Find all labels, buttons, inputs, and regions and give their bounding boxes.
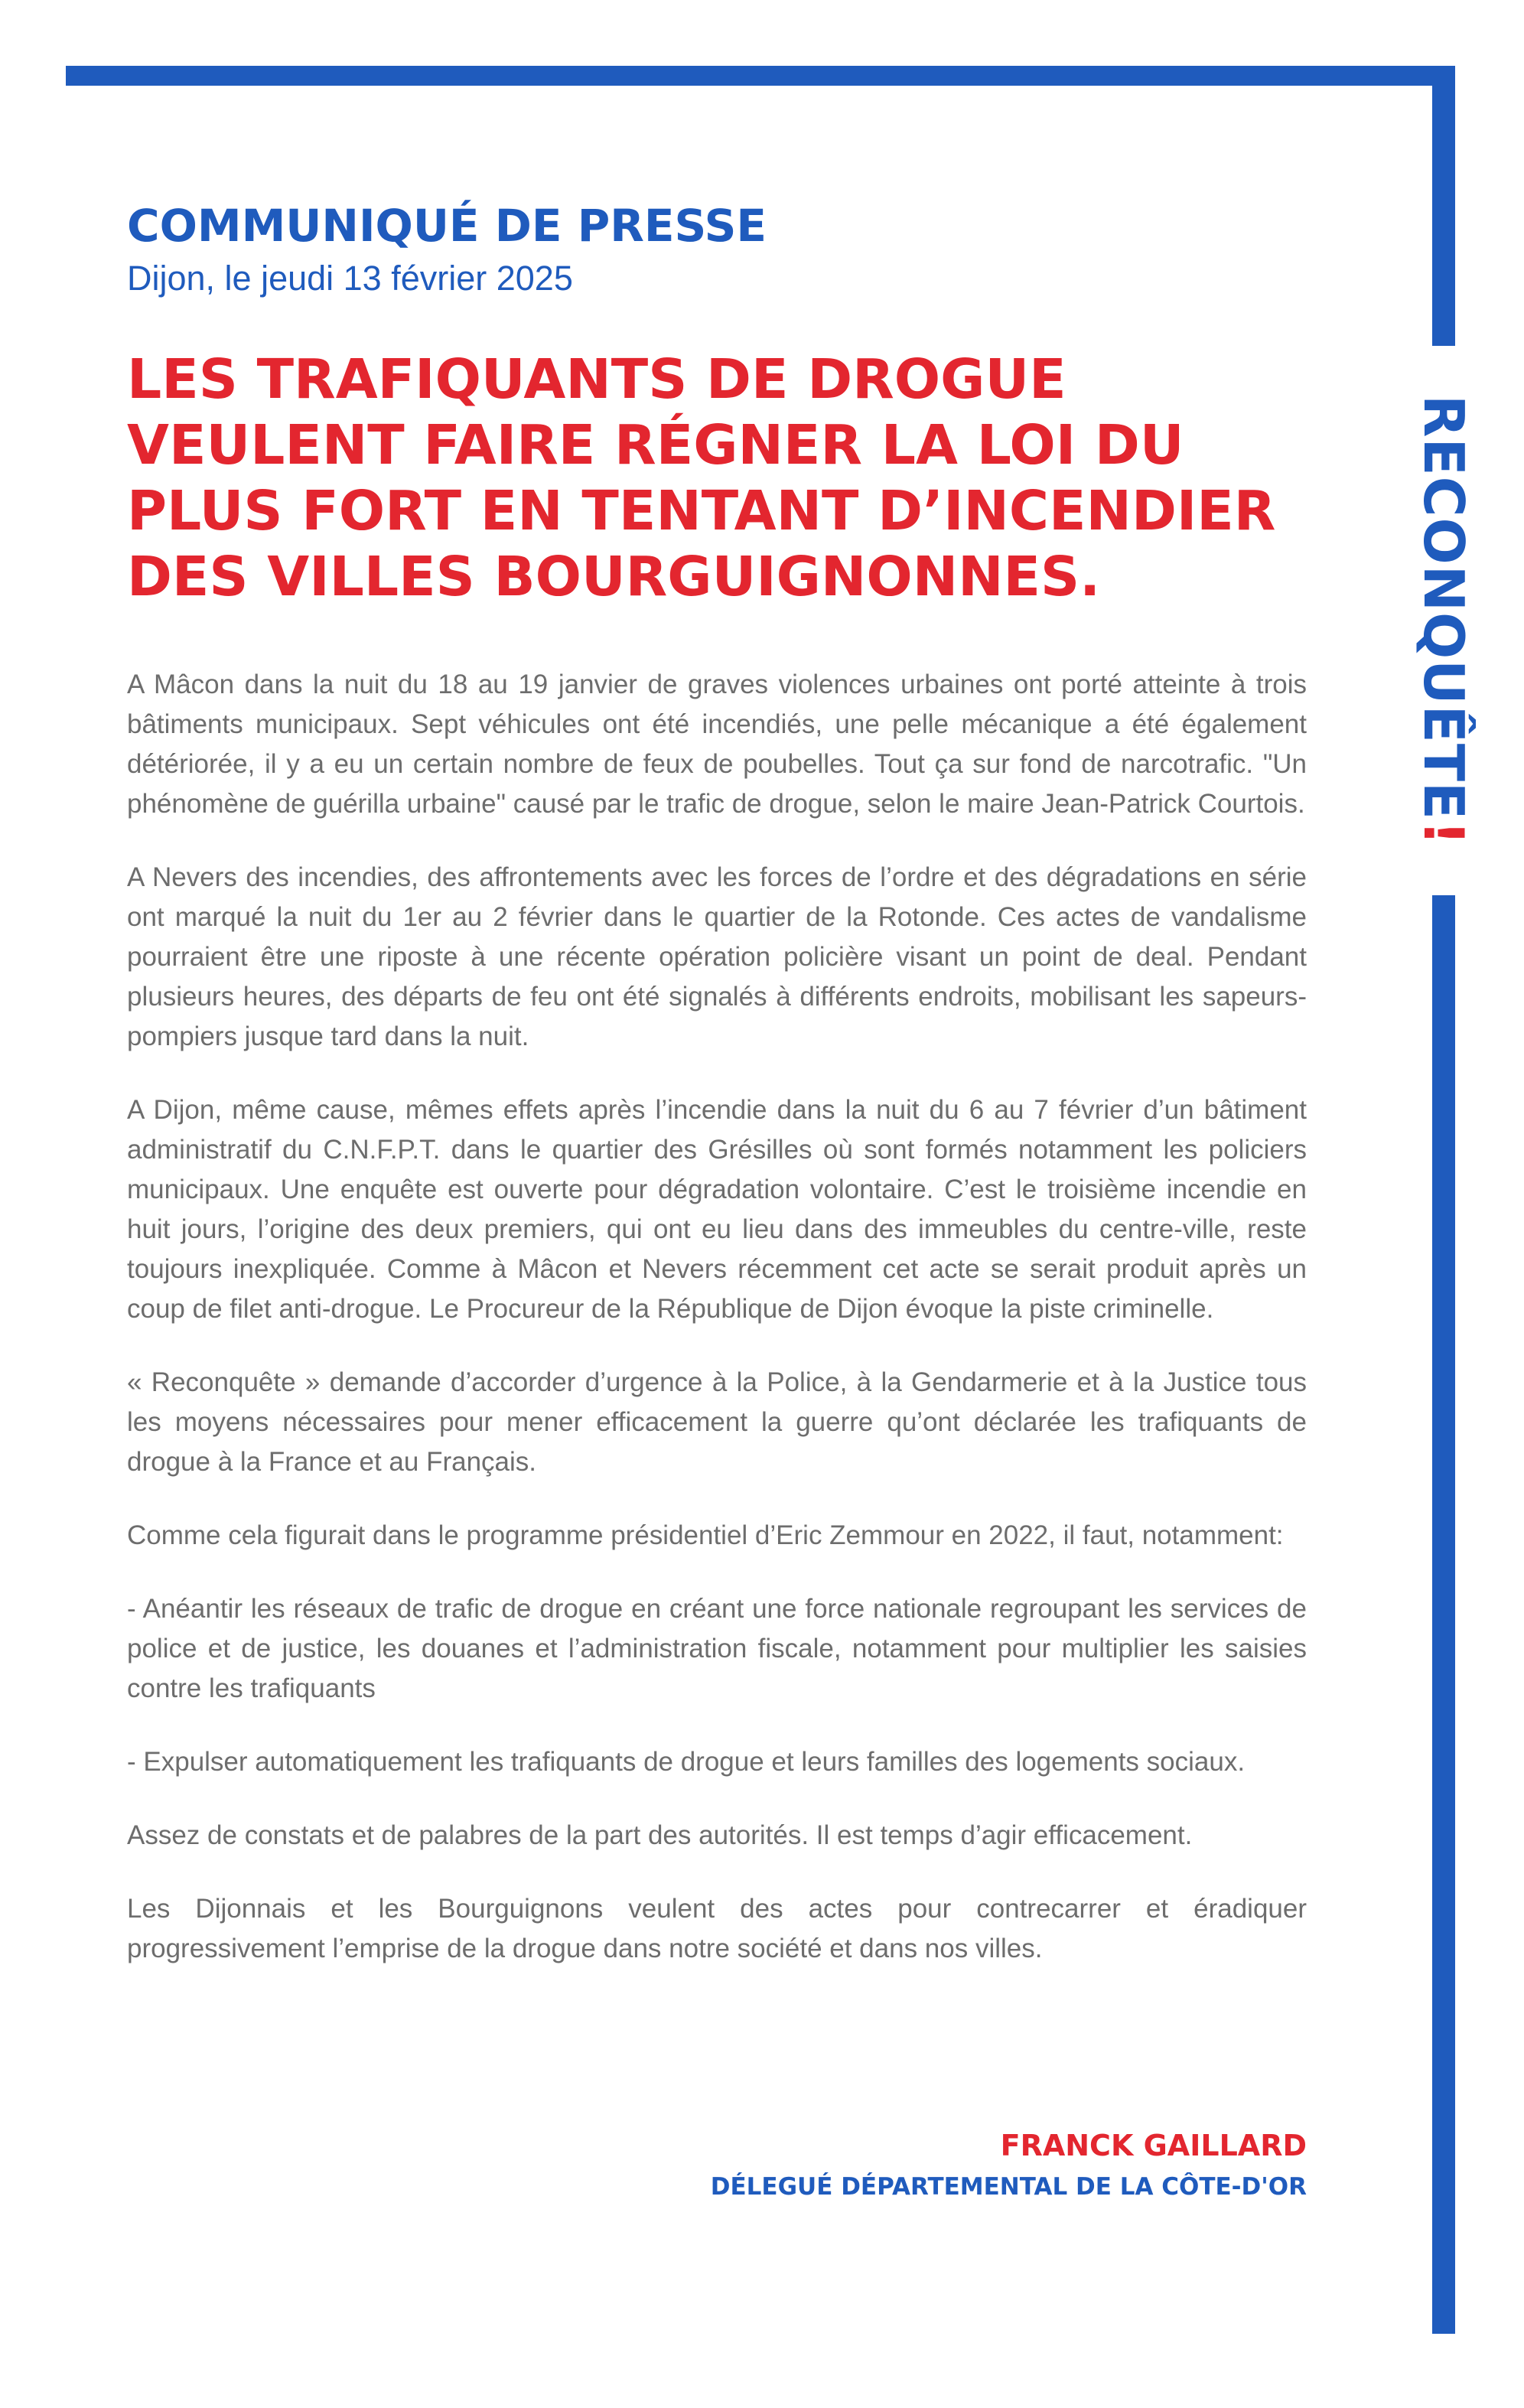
paragraph-program-intro: Comme cela figurait dans le programme présidentiel d’Eric Zemmour en 2022, il faut, notamment: bbox=[127, 1520, 1284, 1550]
frame-right-bar-lower bbox=[1432, 895, 1455, 2334]
signatory-title: DÉLEGUÉ DÉPARTEMENTAL DE LA CÔTE-D'OR bbox=[710, 2173, 1307, 2201]
signature-block bbox=[711, 2127, 1307, 2205]
brand-exclamation: ! bbox=[1412, 820, 1476, 846]
paragraph-measure-2: - Expulser automatiquement les trafiquants de drogue et leurs familles des logements sociaux. bbox=[127, 1746, 1246, 1777]
press-release-content bbox=[127, 200, 1307, 2002]
brand-name: RECONQUÊTE bbox=[1412, 395, 1476, 821]
paragraph-demand: « Reconquête » demande d’accorder d’urgence à la Police, à la Gendarmerie et à la Justice tous les moyens nécessaires pour mener efficacement la guerre qu’ont déclarée les trafiquants de drogue à la France et au Français. bbox=[127, 1367, 1307, 1477]
dateline: Dijon, le jeudi 13 février 2025 bbox=[127, 258, 573, 298]
document-type-heading: COMMUNIQUÉ DE PRESSE bbox=[127, 200, 767, 252]
paragraph-macon: A Mâcon dans la nuit du 18 au 19 janvier de graves violences urbaines ont porté atteinte à trois bâtiments municipaux. Sept véhicules ont été incendiés, une pelle mécanique a été également détériorée, il y a eu un certain nombre de feux de poubelles. Tout ça sur fond de narcotrafic. "Un phénomène de guérilla urbaine" causé par le trafic de drogue, selon le maire Jean-Patrick Courtois. bbox=[127, 669, 1307, 819]
paragraph-measure-1: - Anéantir les réseaux de trafic de drogue en créant une force nationale regroupant les services de police et de justice, les douanes et l’administration fiscale, notamment pour multiplier les saisies contre les trafiquants bbox=[127, 1593, 1307, 1703]
brand-wordmark bbox=[1412, 395, 1476, 846]
paragraph-dijon: A Dijon, même cause, mêmes effets après l’incendie dans la nuit du 6 au 7 février d’un bâtiment administratif du C.N.F.P.T. dans le quartier des Grésilles où sont formés notamment les policiers municipaux. Une enquête est ouverte pour dégradation volontaire. C’est le troisième incendie en huit jours, l’origine des deux premiers, qui ont eu lieu dans des immeubles du centre-ville, reste toujours inexpliquée. Comme à Mâcon et Nevers récemment cet acte se serait produit après un coup de filet anti-drogue. Le Procureur de la République de Dijon évoque la piste criminelle. bbox=[127, 1094, 1307, 1324]
signatory-name: FRANCK GAILLARD bbox=[1000, 2129, 1307, 2162]
paragraph-nevers: A Nevers des incendies, des affrontements avec les forces de l’ordre et des dégradations en série ont marqué la nuit du 1er au 2 février dans le quartier de la Rotonde. Ces actes de vandalisme pourraient être une riposte à une récente opération policière visant un point de deal. Pendant plusieurs heures, des départs de feu ont été signalés à différents endroits, mobilisant les sapeurs-pompiers jusque tard dans la nuit. bbox=[127, 862, 1307, 1051]
paragraph-conclusion: Les Dijonnais et les Bourguignons veulent des actes pour contrecarrer et éradiquer progressivement l’emprise de la drogue dans notre société et dans nos villes. bbox=[127, 1893, 1307, 1963]
paragraph-call-to-action: Assez de constats et de palabres de la part des autorités. Il est temps d’agir efficacement. bbox=[127, 1820, 1193, 1850]
frame-top-bar bbox=[66, 66, 1455, 86]
headline: LES TRAFIQUANTS DE DROGUE VEULENT FAIRE RÉGNER LA LOI DU PLUS FORT EN TENTANT D’INCENDIER DES VILLES BOURGUIGNONNES. bbox=[127, 347, 1276, 608]
frame-right-bar-upper bbox=[1432, 66, 1455, 346]
body-text bbox=[127, 665, 1307, 1969]
